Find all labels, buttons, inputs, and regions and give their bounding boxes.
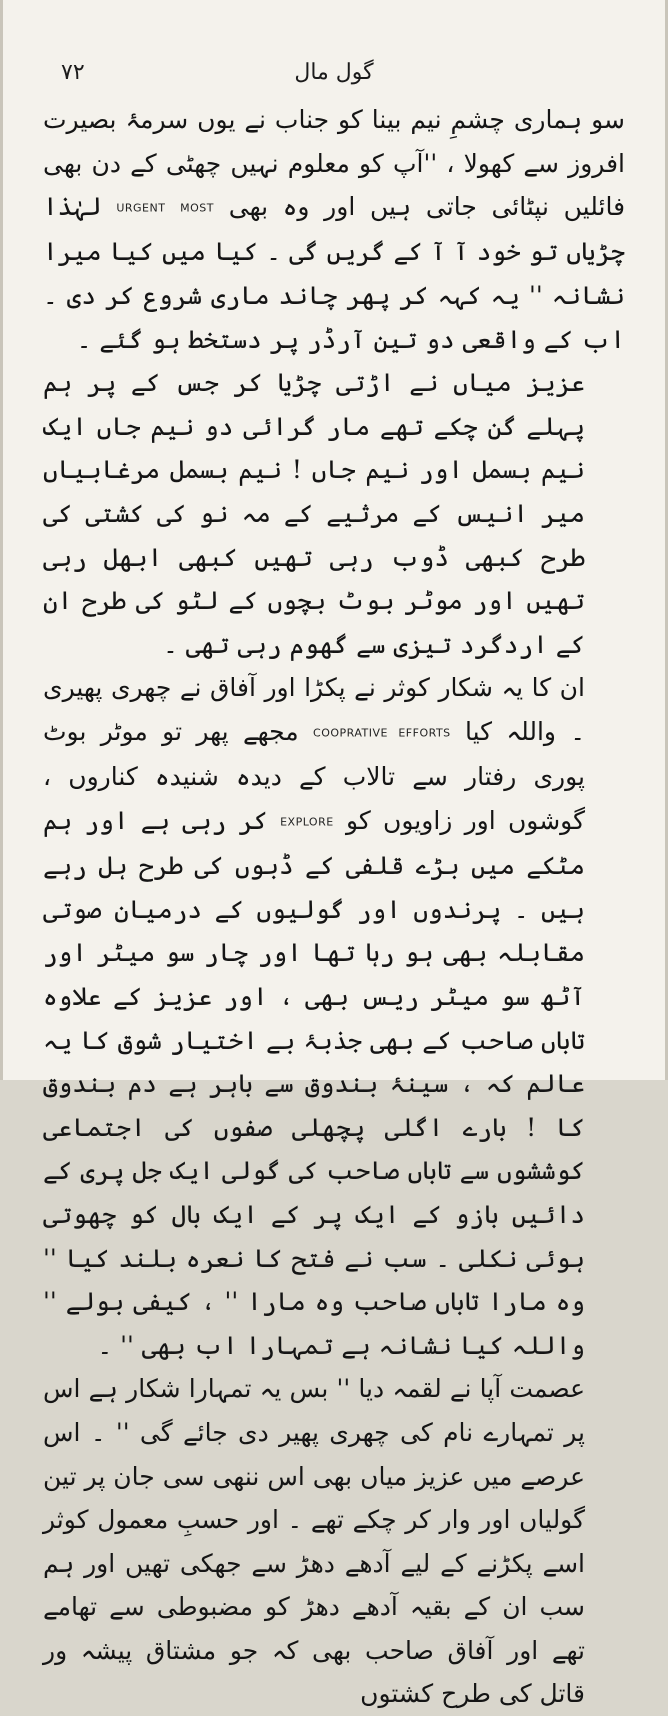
running-title: گول مال bbox=[294, 60, 374, 85]
text-segment: عصمت آپا نے لقمہ دیا '' بس یہ تمہارا شکار ہے اس پر تمہارے نام کی چھری پھیر دی جائے گی '' ۔ اس عرصے میں عزیز میاں بھی اس ننھی سی جان پر تین گولیاں اور وار کر چکے تھے ۔ اور حسبِ معمول کوثر اسے پکڑنے کے لیے آدھے دھڑ سے جھکی تھیں اور ہم سب ان کے بقیہ آدھے دھڑ کو مضبوطی سے تھامے تھے اور آفاق صاحب بھی کہ جو مشتاق پیشہ ور قاتل کی طرح کشتوں bbox=[43, 1374, 585, 1709]
paragraph bbox=[43, 98, 625, 361]
page-number: ۷۲ bbox=[61, 60, 85, 85]
text-segment: عزیز میاں نے اڑتی چڑیا کر جس کے پر ہم پہلے گن چکے تھے مار گرائی دو نیم جاں ایک نیم بسمل اور نیم جاں ! نیم بسمل مرغابیاں میر انیس کے مرثیے کے مہ نو کی کشتی کی طرح کبھی ڈوب رہی تھیں کبھی ابھل رہی تھیں اور موٹر بوٹ بچوں کے لٹو کی طرح ان کے اردگرد تیزی سے گھوم رہی تھی ۔ bbox=[43, 368, 585, 659]
text-segment: لہٰذا چڑیاں تو خود آ آ کے گریں گی ۔ کیا میں کیا میرا نشانہ '' یہ کہہ کر پھر چاند ماری شروع کر دی ۔ اب کے واقعی دو تین آرڈر پر دستخط ہو گئے ۔ bbox=[43, 192, 625, 354]
body-text bbox=[43, 98, 625, 1716]
text-segment: ان کا یہ شکار کوثر نے پکڑا اور آفاق نے چھری پھیری ۔ واللہ کیا bbox=[43, 673, 585, 747]
paragraph bbox=[43, 1367, 625, 1716]
text-segment: مجھے پھر تو موٹر بوٹ پوری رفتار سے تالاب کے دیدہ شنیدہ کناروں ، گوشوں اور زاویوں کو bbox=[43, 717, 585, 835]
text-segment: سو ہماری چشمِ نیم بینا کو جناب نے یوں سرمۂ بصیرت افروز سے کھولا ، ''آپ کو معلوم نہیں چھٹی کے دن بھی فائلیں نپٹائی جاتی ہیں اور وہ بھی bbox=[43, 105, 626, 222]
english-gloss: EXPLORE bbox=[280, 815, 334, 829]
english-gloss: COOPRATIVE EFFORTS bbox=[313, 726, 451, 740]
paragraph bbox=[43, 361, 625, 666]
text-segment: کر رہی ہے اور ہم مٹکے میں بڑے قلفی کے ڈبوں کی طرح ہل رہے ہیں ۔ پرندوں اور گولیوں کے درمیان صوتی مقابلہ بھی ہو رہا تھا اور چار سو میٹر اور آٹھ سو میٹر ریس بھی ، اور عزیز کے علاوہ تاباں صاحب کے بھی جذبۂ بے اختیار شوق کا یہ عالم کہ ، سینۂ بندوق سے باہر ہے دم بندوق کا ! بارے اگلی پچھلی صفوں کی اجتماعی کوششوں سے تاباں صاحب کی گولی ایک جل پری کے دائیں بازو کے ایک پر کے ایک بال کو چھوتی ہوئی نکلی ۔ سب نے فتح کا نعرہ بلند کیا '' وہ مارا تاباں صاحب وہ مارا '' ، کیفی بولے '' واللہ کیا نشانہ ہے تمہارا اب بھی '' ۔ bbox=[43, 805, 585, 1360]
paragraph bbox=[43, 666, 625, 1367]
page-header bbox=[51, 60, 617, 94]
english-gloss: URGENT bbox=[116, 201, 166, 215]
english-gloss: MOST bbox=[180, 201, 215, 215]
